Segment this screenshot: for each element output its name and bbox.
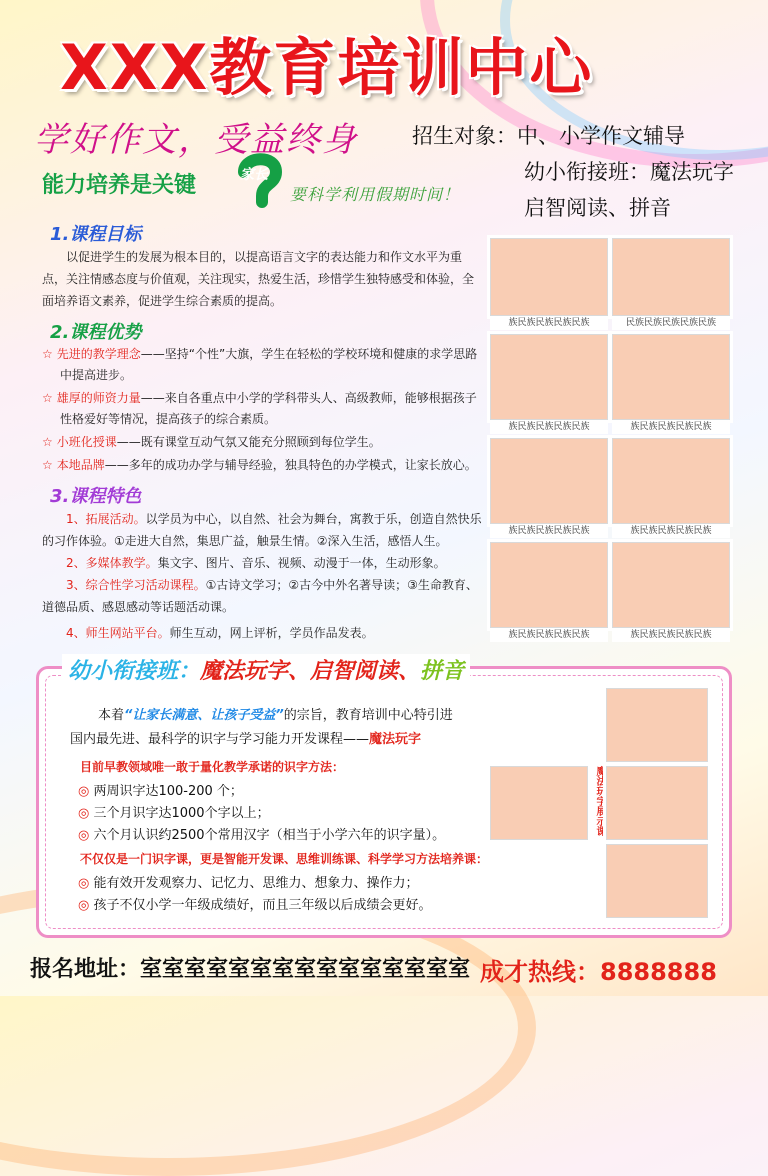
photo-caption: 族民族民族民族民族	[490, 524, 608, 538]
key-badge: 家长	[240, 167, 268, 183]
photo-placeholder	[490, 438, 608, 524]
magic-bonus-item: ◎ 能有效开发观察力、记忆力、思维力、想象力、操作力；	[78, 876, 419, 891]
enrollment-target: 招生对象：中、小学作文辅导	[412, 124, 685, 148]
photo-caption: 族民族民族民族民族	[490, 628, 608, 642]
section-goal-title: 1.课程目标	[50, 224, 142, 245]
magic-bonus-title: 不仅仅是一门识字课，更是智能开发课、思维训练课、科学学习方法培养课：	[80, 852, 489, 866]
magic-bonus-item: ◎ 孩子不仅小学一年级成绩好，而且三年级以后成绩会更好。	[78, 898, 432, 913]
photo-caption: 族民族民族民族民族	[612, 628, 730, 642]
magic-method-item: ◎ 六个月认识约2500个常用汉字（相当于小学六年的识字量）。	[78, 828, 446, 843]
magic-intro-line1: 本着“让家长满意、让孩子受益”的宗旨，教育培训中心特引进	[98, 708, 453, 723]
magic-class-title: 幼小衔接班：魔法玩字、启智阅读、拼音	[62, 654, 470, 685]
photo-placeholder	[612, 238, 730, 316]
advantage-list	[42, 344, 484, 476]
feature-item: 2、多媒体教学。集文字、图片、音乐、视频、动漫于一体，生动形象。	[66, 556, 446, 570]
photo-placeholder	[612, 438, 730, 524]
enrollment-class1: 幼小衔接班：魔法玩字	[524, 160, 734, 184]
slogan: 学好作文，受益终身	[34, 120, 358, 160]
showcase-photo	[606, 688, 708, 762]
hotline: 成才热线：8888888	[480, 958, 717, 986]
showcase-photo	[490, 766, 588, 840]
feature-list	[42, 508, 484, 644]
advantage-item: ☆ 本地品牌——多年的成功办学与辅导经验，独具特色的办学模式，让家长放心。	[42, 458, 477, 472]
photo-caption: 民族民族民族民族民族	[612, 316, 730, 330]
photo-placeholder	[490, 334, 608, 420]
photo-placeholder	[612, 334, 730, 420]
magic-method-item: ◎ 两周识字达100-200 个；	[78, 784, 243, 799]
showcase-label: 魔法玩字展示课	[594, 766, 605, 836]
photo-caption: 族民族民族民族民族	[612, 524, 730, 538]
key-line: 能力培养是关键	[42, 173, 197, 198]
page-title: XXX教育培训中心	[60, 31, 594, 104]
showcase-photo	[606, 844, 708, 918]
photo-placeholder	[490, 542, 608, 628]
showcase-photo	[606, 766, 708, 840]
feature-item: 3、综合性学习活动课程。①古诗文学习；②古今中外名著导读；③生命教育、道德品质、感恩感动等话题活动课。	[42, 578, 478, 614]
magic-method-title: 目前早教领域唯一敢于量化教学承诺的识字方法：	[80, 760, 345, 774]
photo-caption: 族民族民族民族民族	[612, 420, 730, 434]
feature-item: 4、师生网站平台。师生互动，网上评析，学员作品发表。	[66, 626, 374, 640]
magic-intro-line2: 国内最先进、最科学的识字与学习能力开发课程——魔法玩字	[70, 732, 422, 747]
section-feature-title: 3.课程特色	[50, 486, 142, 507]
photo-placeholder	[612, 542, 730, 628]
magic-method-item: ◎ 三个月识字达1000个字以上；	[78, 806, 270, 821]
advantage-item: ☆ 先进的教学理念——坚持“个性”大旗，学生在轻松的学校环境和健康的求学思路中提高进步。	[42, 347, 478, 382]
photo-caption: 族民族民族民族民族	[490, 316, 608, 330]
enrollment-class2: 启智阅读、拼音	[524, 196, 671, 220]
photo-caption: 族民族民族民族民族	[490, 420, 608, 434]
photo-placeholder	[490, 238, 608, 316]
key-hint: 要科学利用假期时间！	[290, 185, 461, 204]
section-advantage-title: 2.课程优势	[50, 322, 142, 343]
advantage-item: ☆ 雄厚的师资力量——来自各重点中小学的学科带头人、高级教师，能够根据孩子性格爱好等情况，提高孩子的综合素质。	[42, 391, 477, 426]
section-goal-text: 以促进学生的发展为根本目的，以提高语言文字的表达能力和作文水平为重点，关注情感态度与价值观，关注现实，热爱生活，珍惜学生独特感受和体验，全面培养语文素养，促进学生综合素质的提高。	[42, 250, 475, 308]
advantage-item: ☆ 小班化授课——既有课堂互动气氛又能充分照顾到每位学生。	[42, 435, 381, 449]
feature-item: 1、拓展活动。以学员为中心，以自然、社会为舞台，寓教于乐，创造自然快乐的习作体验。①走进大自然，集思广益，触景生情。②深入生活，感悟人生。	[42, 512, 482, 548]
address-line: 报名地址：室室室室室室室室室室室室室室室	[30, 957, 471, 982]
